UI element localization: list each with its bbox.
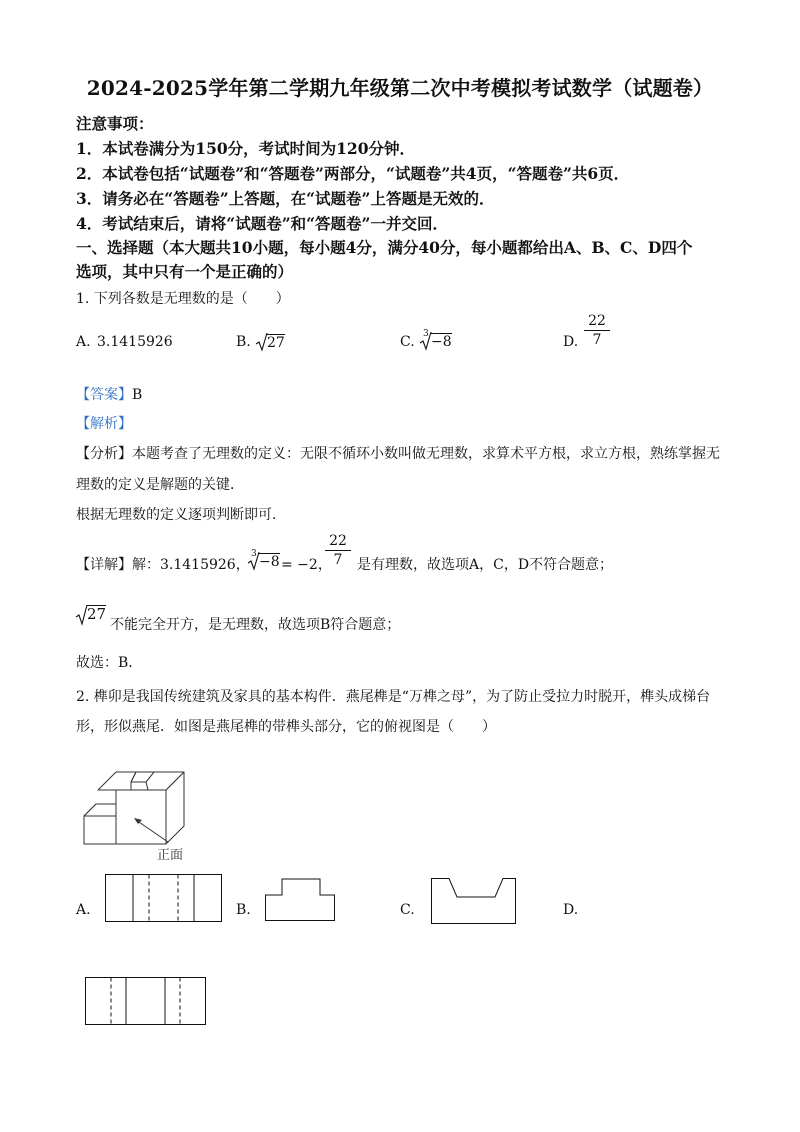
q1-option-d-numerator: 22 bbox=[584, 312, 610, 331]
q1-option-d-denominator: 7 bbox=[592, 332, 602, 348]
q1-option-a-value: 3.1415926 bbox=[97, 334, 173, 350]
q1-option-c-label: C. bbox=[400, 334, 415, 350]
q2-option-c-figure bbox=[431, 878, 521, 926]
detail-fraction-denominator: 7 bbox=[333, 552, 343, 568]
analysis-tag: 【解析】 bbox=[76, 416, 132, 432]
q1-option-b-label: B. bbox=[236, 334, 251, 350]
q2-option-c-label: C. bbox=[400, 902, 415, 918]
q2-option-a-figure bbox=[105, 874, 225, 924]
q1-stem: 1. 下列各数是无理数的是（ ） bbox=[76, 291, 290, 307]
detail2-radicand: 27 bbox=[87, 605, 107, 623]
answer-line bbox=[76, 384, 142, 404]
q1-option-a-label: A. bbox=[76, 334, 91, 350]
detail-root-result: = −2， bbox=[281, 557, 332, 573]
answer-value: B bbox=[132, 387, 143, 403]
q1-option-c-index: 3 bbox=[423, 329, 429, 339]
q2-option-a-label: A. bbox=[76, 902, 91, 918]
note-item-3: 3．请务必在“答题卷”上答题，在“试题卷”上答题是无效的． bbox=[76, 189, 495, 208]
q1-option-b-radicand: 27 bbox=[267, 335, 285, 351]
q1-option-d-fraction bbox=[584, 312, 610, 349]
q2-stem-line1: 2. 榫卯是我国传统建筑及家具的基本构件．燕尾榫是“万榫之母”，为了防止受拉力时脱开，榫头成梯台 bbox=[76, 689, 711, 705]
detail-fraction bbox=[325, 532, 351, 569]
q2-option-d-figure bbox=[85, 977, 209, 1027]
detail-fraction-numerator: 22 bbox=[325, 532, 351, 551]
q2-option-d-label: D. bbox=[563, 902, 579, 918]
notes-heading: 注意事项： bbox=[76, 114, 154, 133]
detail-suffix: 是有理数，故选项A，C，D不符合题意； bbox=[357, 557, 614, 573]
section-heading-line2: 选项，其中只有一个是正确的） bbox=[76, 262, 294, 281]
conclusion: 故选：B． bbox=[76, 655, 143, 671]
q1-option-d-label: D. bbox=[563, 334, 579, 350]
section-heading-line1: 一、选择题（本大题共10小题，每小题4分，满分40分，每小题都给出A、B、C、D四个 bbox=[76, 238, 693, 257]
analysis-line-1: 【分析】本题考查了无理数的定义：无限不循环小数叫做无理数，求算术平方根，求立方根，熟练掌握无 bbox=[76, 446, 720, 462]
answer-tag: 【答案】 bbox=[76, 387, 132, 403]
detail-root-radicand: −8 bbox=[259, 554, 280, 570]
detail-root-index: 3 bbox=[251, 549, 257, 559]
detail2-text: 不能完全开方，是无理数，故选项B符合题意； bbox=[110, 617, 401, 633]
q1-option-c-radicand: −8 bbox=[431, 334, 452, 350]
detail-prefix: 【详解】解：3.1415926， bbox=[76, 557, 250, 573]
analysis-line-3: 根据无理数的定义逐项判断即可． bbox=[76, 507, 286, 523]
figure-front-label: 正面 bbox=[157, 848, 184, 863]
dovetail-3d-figure bbox=[76, 752, 206, 862]
note-item-1: 1．本试卷满分为150分，考试时间为120分钟． bbox=[76, 139, 415, 158]
note-item-2: 2．本试卷包括“试题卷”和“答题卷”两部分，“试题卷”共4页，“答题卷”共6页． bbox=[76, 164, 630, 183]
q2-option-b-label: B. bbox=[236, 902, 251, 918]
analysis-line-2: 理数的定义是解题的关键． bbox=[76, 477, 244, 493]
note-item-4: 4．考试结束后，请将“试题卷”和“答题卷”一并交回． bbox=[76, 214, 448, 233]
page-title: 2024-2025学年第二学期九年级第二次中考模拟考试数学（试题卷） bbox=[86, 76, 714, 100]
q2-stem-line2: 形，形似燕尾．如图是燕尾榫的带榫头部分，它的俯视图是（ ） bbox=[76, 719, 496, 735]
q2-option-b-figure bbox=[265, 876, 337, 922]
